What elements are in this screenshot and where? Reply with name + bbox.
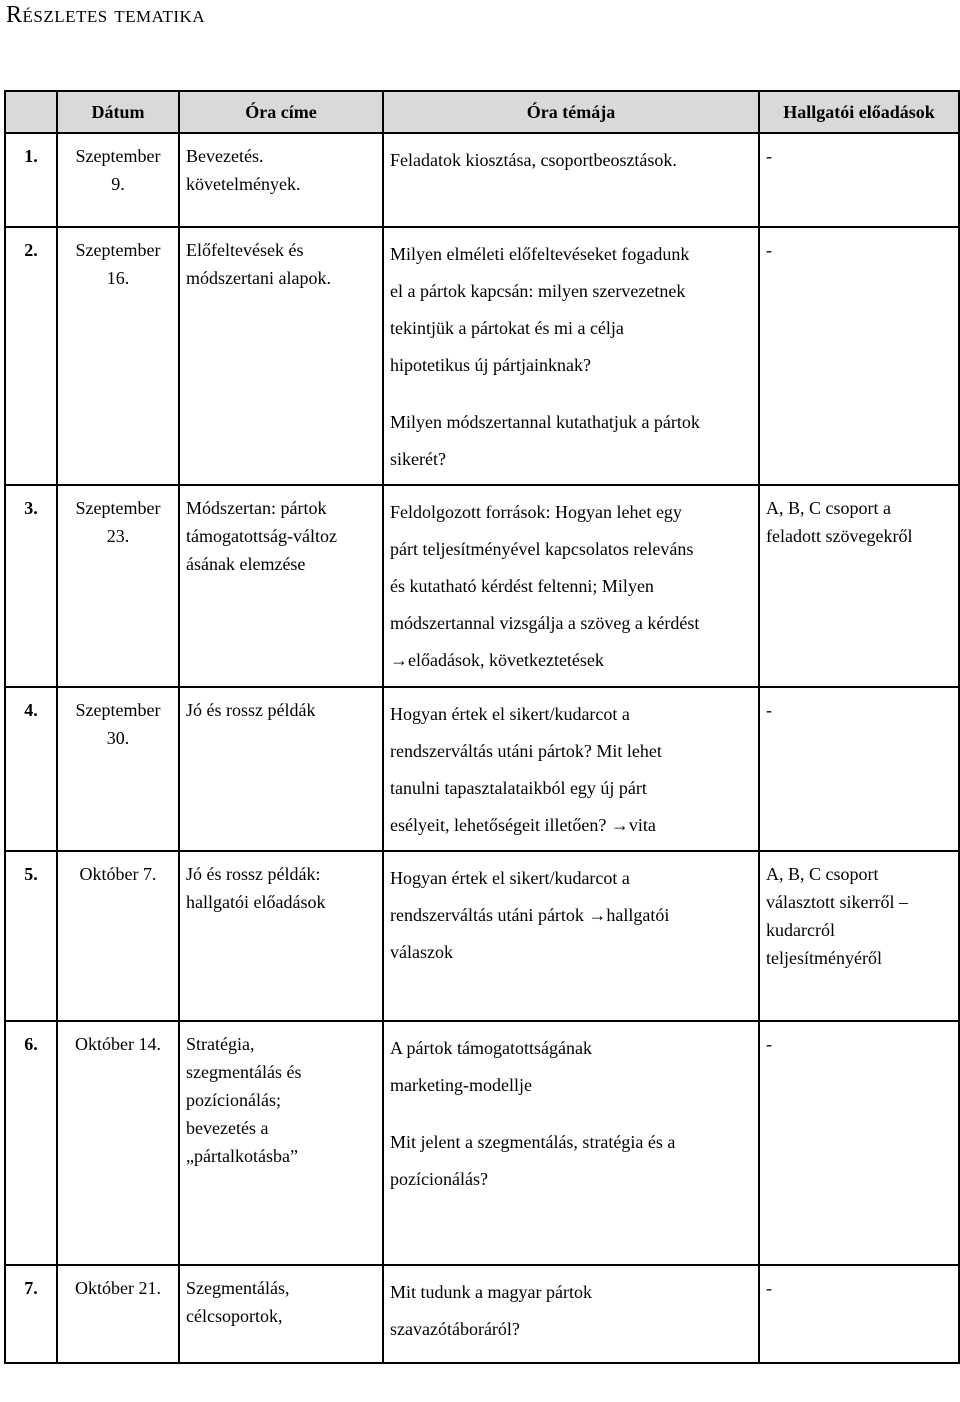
date-line: Szeptember (75, 498, 161, 518)
topic-paragraph (390, 494, 752, 679)
topic-line: párt teljesítményével kapcsolatos releváns (390, 539, 694, 559)
presentation-line: - (766, 700, 772, 720)
topic-paragraph (390, 1274, 752, 1348)
lesson-title-line: célcsoportok, (186, 1306, 283, 1326)
topic-paragraph (390, 696, 752, 844)
lesson-topic-cell (383, 485, 759, 687)
lesson-title-line: bevezetés a (186, 1118, 269, 1138)
student-presentations-cell (759, 133, 959, 227)
lesson-title-line: ásának elemzése (186, 554, 306, 574)
topic-paragraph (390, 1124, 752, 1198)
lesson-title-cell (179, 687, 383, 851)
student-presentations-cell (759, 1021, 959, 1265)
date-line: 30. (106, 728, 130, 748)
lesson-topic-cell (383, 227, 759, 485)
lesson-title-line: hallgatói előadások (186, 892, 326, 912)
lesson-title-line: támogatottság-változ (186, 526, 337, 546)
header-date: Dátum (57, 91, 179, 133)
lesson-title-line: Stratégia, (186, 1034, 255, 1054)
date-cell (57, 687, 179, 851)
topic-line: módszertannal vizsgálja a szöveg a kérdést (390, 613, 700, 633)
lesson-topic-cell (383, 1021, 759, 1265)
date-cell (57, 133, 179, 227)
topic-line: Milyen elméleti előfeltevéseket fogadunk (390, 244, 690, 264)
presentation-line: teljesítményéről (766, 948, 882, 968)
lesson-title-line: „pártalkotásba” (186, 1146, 298, 1166)
row-number: 2. (5, 227, 57, 485)
presentation-line: - (766, 146, 772, 166)
lesson-title-cell (179, 227, 383, 485)
presentation-line: - (766, 240, 772, 260)
student-presentations-cell (759, 227, 959, 485)
row-number: 4. (5, 687, 57, 851)
date-line: Szeptember (75, 240, 161, 260)
student-presentations-cell (759, 851, 959, 1021)
presentation-line: A, B, C csoport a (766, 498, 891, 518)
date-cell (57, 851, 179, 1021)
topic-line: sikerét? (390, 449, 446, 469)
row-number: 3. (5, 485, 57, 687)
presentation-line: választott sikerről – (766, 892, 908, 912)
topic-paragraph (390, 236, 752, 384)
student-presentations-cell (759, 485, 959, 687)
lesson-title-cell (179, 1021, 383, 1265)
page-title: Részletes tematika (6, 2, 206, 28)
date-line: Október 21. (75, 1278, 161, 1298)
date-cell (57, 485, 179, 687)
date-line: Szeptember (75, 146, 161, 166)
topic-line: Milyen módszertannal kutathatjuk a pártok (390, 412, 700, 432)
date-line: Október 14. (75, 1034, 161, 1054)
topic-line: Mit tudunk a magyar pártok (390, 1282, 592, 1302)
topic-line: Mit jelent a szegmentálás, stratégia és a (390, 1132, 676, 1152)
topic-line: →előadások, következtetések (390, 650, 604, 670)
table-row (5, 1265, 959, 1363)
presentation-line: - (766, 1034, 772, 1054)
table-row (5, 851, 959, 1021)
lesson-title-cell (179, 851, 383, 1021)
header-num (5, 91, 57, 133)
topic-line: hipotetikus új pártjainknak? (390, 355, 591, 375)
date-line: Szeptember (75, 700, 161, 720)
schedule-table (4, 90, 960, 1364)
row-number: 5. (5, 851, 57, 1021)
topic-line: marketing-modellje (390, 1075, 532, 1095)
student-presentations-cell (759, 687, 959, 851)
topic-line: tekintjük a pártokat és mi a célja (390, 318, 624, 338)
table-row (5, 1021, 959, 1265)
date-line: 9. (111, 174, 125, 194)
row-number: 1. (5, 133, 57, 227)
topic-line: válaszok (390, 942, 453, 962)
lesson-title-line: Előfeltevések és (186, 240, 304, 260)
table-row (5, 687, 959, 851)
topic-line: szavazótáboráról? (390, 1319, 520, 1339)
table-row (5, 485, 959, 687)
lesson-title-line: szegmentálás és (186, 1062, 302, 1082)
lesson-title-line: pozícionálás; (186, 1090, 281, 1110)
date-cell (57, 1265, 179, 1363)
topic-line: esélyeit, lehetőségeit illetően? →vita (390, 815, 656, 835)
presentation-line: A, B, C csoport (766, 864, 879, 884)
topic-line: Feladatok kiosztása, csoportbeosztások. (390, 150, 677, 170)
lesson-title-cell (179, 485, 383, 687)
topic-line: Hogyan értek el sikert/kudarcot a (390, 868, 630, 888)
topic-line: Hogyan értek el sikert/kudarcot a (390, 704, 630, 724)
lesson-title-line: követelmények. (186, 174, 301, 194)
topic-line: és kutatható kérdést feltenni; Milyen (390, 576, 654, 596)
header-presentations: Hallgatói előadások (759, 91, 959, 133)
topic-paragraph (390, 404, 752, 478)
topic-paragraph (390, 1030, 752, 1104)
topic-line: tanulni tapasztalataikból egy új párt (390, 778, 647, 798)
lesson-topic-cell (383, 851, 759, 1021)
table-row (5, 133, 959, 227)
topic-line: A pártok támogatottságának (390, 1038, 592, 1058)
date-cell (57, 227, 179, 485)
table-row (5, 227, 959, 485)
date-cell (57, 1021, 179, 1265)
table-header-row (5, 91, 959, 133)
lesson-topic-cell (383, 133, 759, 227)
topic-line: pozícionálás? (390, 1169, 488, 1189)
presentation-line: kudarcról (766, 920, 835, 940)
lesson-title-line: módszertani alapok. (186, 268, 331, 288)
row-number: 7. (5, 1265, 57, 1363)
lesson-title-line: Jó és rossz példák (186, 700, 316, 720)
row-number: 6. (5, 1021, 57, 1265)
lesson-title-line: Módszertan: pártok (186, 498, 327, 518)
date-line: Október 7. (79, 864, 157, 884)
date-line: 16. (106, 268, 130, 288)
header-topic: Óra témája (383, 91, 759, 133)
lesson-title-line: Bevezetés. (186, 146, 264, 166)
lesson-topic-cell (383, 1265, 759, 1363)
table-body (5, 133, 959, 1363)
topic-paragraph (390, 860, 752, 971)
topic-paragraph (390, 142, 752, 179)
topic-line: rendszerváltás utáni pártok →hallgatói (390, 905, 670, 925)
header-title: Óra címe (179, 91, 383, 133)
topic-line: el a pártok kapcsán: milyen szervezetnek (390, 281, 686, 301)
lesson-title-cell (179, 133, 383, 227)
presentation-line: feladott szövegekről (766, 526, 913, 546)
topic-line: Feldolgozott források: Hogyan lehet egy (390, 502, 682, 522)
lesson-title-line: Jó és rossz példák: (186, 864, 321, 884)
lesson-title-line: Szegmentálás, (186, 1278, 290, 1298)
student-presentations-cell (759, 1265, 959, 1363)
date-line: 23. (106, 526, 130, 546)
lesson-title-cell (179, 1265, 383, 1363)
lesson-topic-cell (383, 687, 759, 851)
topic-line: rendszerváltás utáni pártok? Mit lehet (390, 741, 662, 761)
presentation-line: - (766, 1278, 772, 1298)
